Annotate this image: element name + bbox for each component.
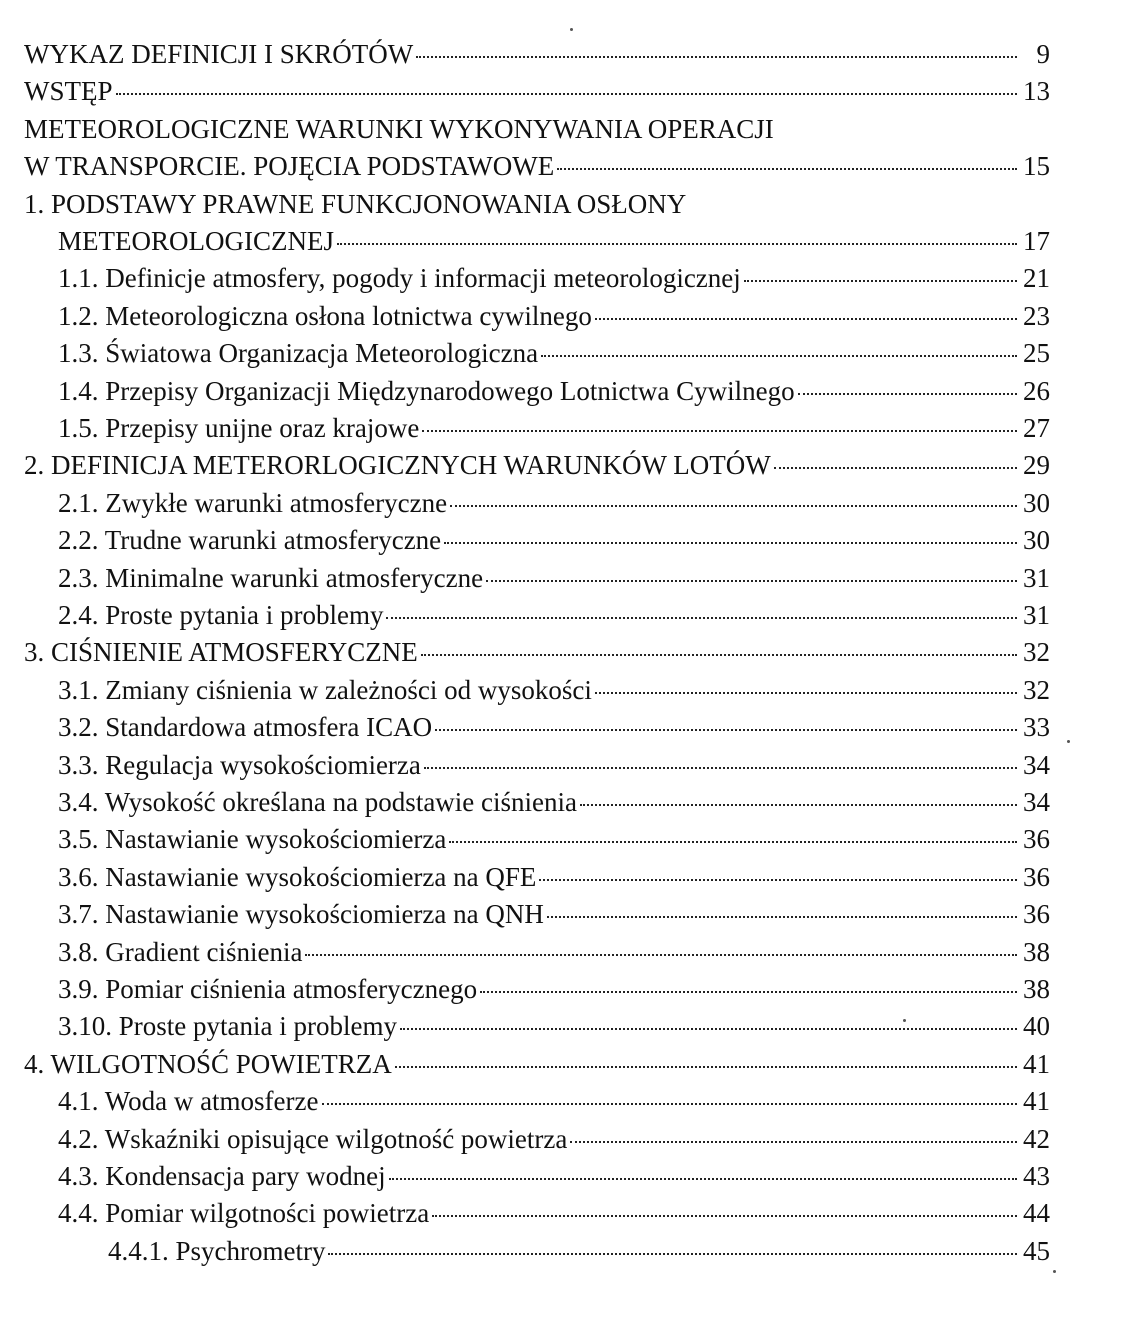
dot-leader xyxy=(541,355,1017,357)
toc-entry-page-number: 29 xyxy=(1023,450,1050,481)
toc-entry-page-number: 38 xyxy=(1023,936,1050,967)
dot-leader xyxy=(422,430,1017,432)
dot-leader xyxy=(389,1178,1017,1180)
toc-entry[interactable] xyxy=(24,635,1050,669)
dot-leader xyxy=(305,954,1017,956)
dot-leader xyxy=(416,56,1017,58)
toc-entry-page-number: 36 xyxy=(1023,899,1050,930)
toc-entry[interactable] xyxy=(58,299,1050,333)
dot-leader xyxy=(480,991,1017,993)
toc-entry-title: 4.4. Pomiar wilgotności powietrza xyxy=(58,1198,430,1229)
dot-leader xyxy=(449,841,1017,843)
toc-entry-title: 1.5. Przepisy unijne oraz krajowe xyxy=(58,413,420,443)
toc-entry[interactable] xyxy=(24,1047,1050,1081)
toc-entry[interactable] xyxy=(58,336,1050,370)
toc-entry[interactable] xyxy=(58,710,1050,744)
toc-entry-page-number: 42 xyxy=(1023,1123,1050,1154)
toc-entry-title: 3. CIŚNIENIE ATMOSFERYCZNE xyxy=(24,637,418,668)
dot-leader xyxy=(580,804,1017,806)
scan-speck xyxy=(1067,740,1070,743)
toc-entry-page-number: 44 xyxy=(1023,1198,1050,1229)
toc-entry-title: 3.3. Regulacja wysokościomierza xyxy=(58,749,421,780)
toc-entry-title: 1.3. Światowa Organizacja Meteorologiczna xyxy=(58,338,539,369)
toc-entry-heading-line xyxy=(24,112,1050,146)
toc-entry-page-number: 13 xyxy=(1023,76,1050,107)
toc-entry[interactable] xyxy=(58,748,1050,782)
dot-leader xyxy=(424,767,1017,769)
toc-entry[interactable] xyxy=(24,37,1050,71)
toc-entry[interactable] xyxy=(58,1009,1050,1043)
dot-leader xyxy=(595,318,1017,320)
dot-leader xyxy=(547,916,1017,918)
toc-entry[interactable] xyxy=(58,822,1050,856)
dot-leader xyxy=(557,168,1017,170)
toc-entry[interactable] xyxy=(58,1159,1050,1193)
dot-leader xyxy=(774,467,1017,469)
toc-entry-page-number: 36 xyxy=(1023,861,1050,892)
dot-leader xyxy=(432,1215,1017,1217)
scan-speck xyxy=(1053,1270,1056,1273)
dot-leader xyxy=(337,243,1017,245)
toc-entry[interactable] xyxy=(58,785,1050,819)
toc-entry-title: 4.1. Woda w atmosferze xyxy=(58,1086,319,1117)
dot-leader xyxy=(400,1028,1017,1030)
toc-entry-page-number: 33 xyxy=(1023,712,1050,743)
toc-entry-title: 3.4. Wysokość określana na podstawie ciśnienia xyxy=(58,787,577,817)
toc-entry-page-number: 30 xyxy=(1023,525,1050,556)
toc-entry-title: 4.3. Kondensacja pary wodnej xyxy=(58,1161,386,1191)
toc-entry[interactable] xyxy=(58,561,1050,595)
toc-entry-page-number: 23 xyxy=(1023,300,1050,331)
toc-entry-page-number: 34 xyxy=(1023,787,1050,817)
toc-entry-title: 3.7. Nastawianie wysokościomierza na QNH xyxy=(58,899,544,930)
toc-entry-title: METEOROLOGICZNEJ xyxy=(58,226,334,256)
toc-entry-title: WSTĘP xyxy=(24,76,113,107)
dot-leader xyxy=(450,505,1017,507)
toc-entry[interactable] xyxy=(108,1234,1050,1268)
toc-entry-page-number: 34 xyxy=(1023,749,1050,780)
toc-entry-title: 2.1. Zwykłe warunki atmosferyczne xyxy=(58,487,448,518)
dot-leader xyxy=(386,617,1017,619)
toc-entry-page-number: 38 xyxy=(1023,974,1050,1004)
toc-entry-title: METEOROLOGICZNE WARUNKI WYKONYWANIA OPERACJI xyxy=(24,113,774,144)
toc-entry-title: 2.3. Minimalne warunki atmosferyczne xyxy=(58,562,484,593)
toc-entry[interactable] xyxy=(58,673,1050,707)
toc-entry-title: 4. WILGOTNOŚĆ POWIETRZA xyxy=(24,1048,392,1079)
toc-entry[interactable] xyxy=(58,374,1050,408)
dot-leader xyxy=(444,542,1017,544)
dot-leader xyxy=(435,729,1017,731)
toc-entry-page-number: 25 xyxy=(1023,338,1050,369)
toc-entry-title: 3.10. Proste pytania i problemy xyxy=(58,1011,397,1042)
toc-entry[interactable] xyxy=(58,523,1050,557)
dot-leader xyxy=(421,654,1017,656)
toc-entry[interactable] xyxy=(58,598,1050,632)
toc-entry-page-number: 41 xyxy=(1023,1048,1050,1079)
dot-leader xyxy=(486,580,1017,582)
toc-entry-page-number: 41 xyxy=(1023,1086,1050,1117)
toc-entry[interactable] xyxy=(58,1084,1050,1118)
toc-entry-page-number: 32 xyxy=(1023,674,1050,705)
dot-leader xyxy=(328,1253,1017,1255)
toc-entry-title: 3.5. Nastawianie wysokościomierza xyxy=(58,824,447,855)
toc-entry-heading-line xyxy=(24,187,1050,221)
dot-leader xyxy=(798,393,1017,395)
scan-speck xyxy=(903,1019,906,1022)
toc-entry[interactable] xyxy=(58,860,1050,894)
toc-entry-page-number: 31 xyxy=(1023,600,1050,630)
toc-entry[interactable] xyxy=(58,897,1050,931)
dot-leader xyxy=(395,1066,1017,1068)
toc-entry-page-number: 32 xyxy=(1023,637,1050,668)
toc-entry-page-number: 43 xyxy=(1023,1161,1050,1191)
toc-entry[interactable] xyxy=(58,972,1050,1006)
dot-leader xyxy=(322,1103,1018,1105)
toc-entry-page-number: 21 xyxy=(1023,263,1050,294)
toc-entry-page-number: 36 xyxy=(1023,824,1050,855)
toc-entry-title: 2.2. Trudne warunki atmosferyczne xyxy=(58,525,442,556)
toc-entry-title: W TRANSPORCIE. POJĘCIA PODSTAWOWE xyxy=(24,151,555,182)
dot-leader xyxy=(539,879,1017,881)
toc-entry-title: WYKAZ DEFINICJI I SKRÓTÓW xyxy=(24,39,414,69)
toc-entry-page-number: 9 xyxy=(1036,39,1050,69)
dot-leader xyxy=(570,1141,1017,1143)
toc-entry-title: 1.1. Definicje atmosfery, pogody i informacji meteorologicznej xyxy=(58,263,741,294)
toc-entry-title: 1.2. Meteorologiczna osłona lotnictwa cywilnego xyxy=(58,300,592,331)
scan-speck xyxy=(570,28,573,31)
toc-entry-title: 2.4. Proste pytania i problemy xyxy=(58,600,384,630)
toc-entry-page-number: 27 xyxy=(1023,413,1050,443)
toc-entry-title: 3.6. Nastawianie wysokościomierza na QFE xyxy=(58,861,537,892)
toc-entry[interactable] xyxy=(58,411,1050,445)
toc-entry[interactable] xyxy=(24,448,1050,482)
toc-entry-page-number: 45 xyxy=(1023,1235,1050,1266)
toc-entry[interactable] xyxy=(58,486,1050,520)
dot-leader xyxy=(595,692,1017,694)
toc-entry-title: 1. PODSTAWY PRAWNE FUNKCJONOWANIA OSŁONY xyxy=(24,188,687,219)
toc-entry-title: 1.4. Przepisy Organizacji Międzynarodowego Lotnictwa Cywilnego xyxy=(58,375,795,406)
toc-entry[interactable] xyxy=(58,261,1050,295)
toc-entry-page-number: 26 xyxy=(1023,375,1050,406)
toc-entry-page-number: 30 xyxy=(1023,487,1050,518)
toc-entry[interactable] xyxy=(58,1196,1050,1230)
toc-entry[interactable] xyxy=(58,935,1050,969)
toc-entry-title: 3.2. Standardowa atmosfera ICAO xyxy=(58,712,433,743)
toc-entry-page-number: 40 xyxy=(1023,1011,1050,1042)
toc-entry-title: 4.2. Wskaźniki opisujące wilgotność powietrza xyxy=(58,1123,568,1154)
toc-entry-title: 3.9. Pomiar ciśnienia atmosferycznego xyxy=(58,974,478,1004)
dot-leader xyxy=(744,280,1017,282)
toc-entry[interactable] xyxy=(58,1122,1050,1156)
toc-entry[interactable] xyxy=(24,149,1050,183)
toc-entry-title: 3.1. Zmiany ciśnienia w zależności od wysokości xyxy=(58,674,592,705)
toc-entry-page-number: 15 xyxy=(1023,151,1050,182)
toc-entry-title: 4.4.1. Psychrometry xyxy=(108,1235,326,1266)
toc-entry[interactable] xyxy=(24,74,1050,108)
toc-entry-page-number: 17 xyxy=(1023,226,1050,256)
dot-leader xyxy=(116,93,1017,95)
toc-entry-title: 3.8. Gradient ciśnienia xyxy=(58,936,303,967)
toc-entry-page-number: 31 xyxy=(1023,562,1050,593)
toc-entry[interactable] xyxy=(58,224,1050,258)
toc-entry-title: 2. DEFINICJA METERORLOGICZNYCH WARUNKÓW LOTÓW xyxy=(24,450,771,481)
